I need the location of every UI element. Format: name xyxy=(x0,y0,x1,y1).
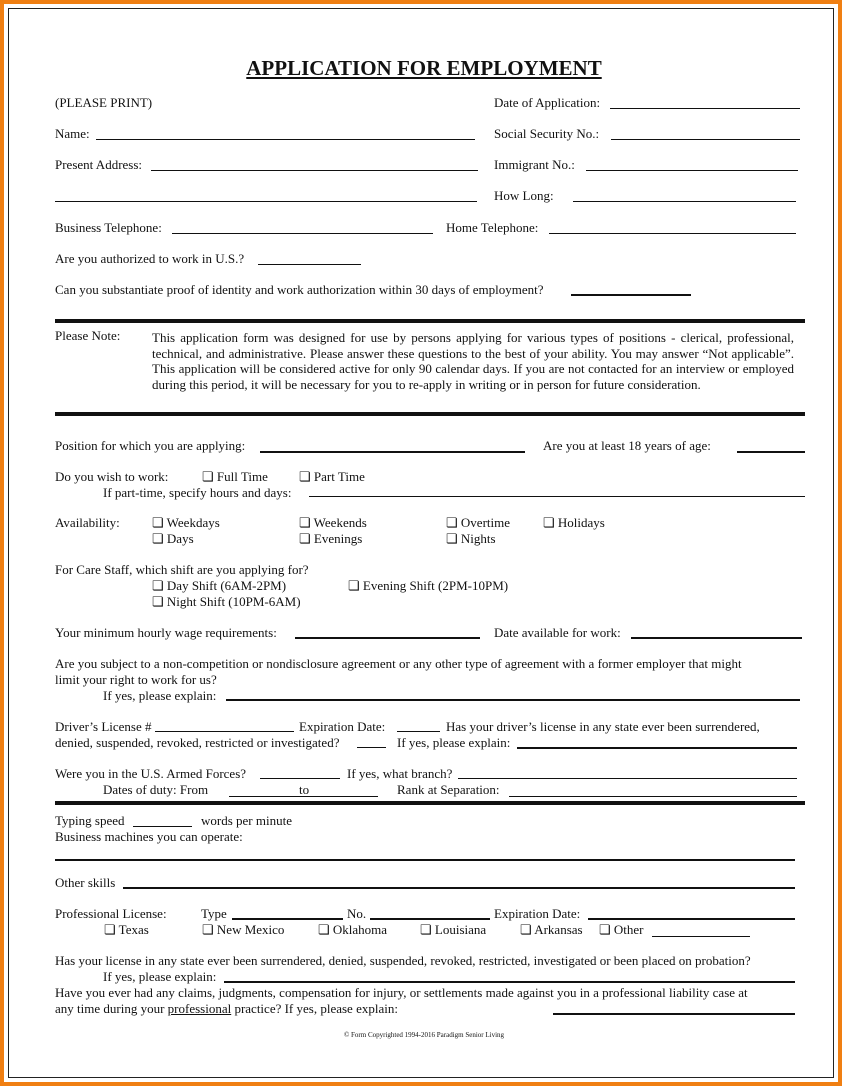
liability-explain-field[interactable] xyxy=(553,1013,795,1015)
position-label: Position for which you are applying: xyxy=(55,438,246,453)
wage-field[interactable] xyxy=(295,637,480,639)
option-label: Louisiana xyxy=(434,922,487,937)
checkbox-icon: ❏ xyxy=(599,922,611,937)
date-available-field[interactable] xyxy=(631,637,802,639)
liability-question-cont xyxy=(55,1001,398,1017)
option-label: Arkansas xyxy=(534,922,583,937)
noncompete-question-cont: limit your right to work for us? xyxy=(55,672,217,687)
checkbox-icon: ❏ xyxy=(299,531,311,546)
ssn-label: Social Security No.: xyxy=(494,126,600,141)
license-surrendered-question: Has your driver’s license in any state ever been surrendered, xyxy=(446,719,760,734)
age-field[interactable] xyxy=(737,451,805,453)
authorized-label: Are you authorized to work in U.S.? xyxy=(55,251,245,266)
other-state-field[interactable] xyxy=(652,936,750,937)
license-probation-question: Has your license in any state ever been surrendered, denied, suspended, revoked, restricted, investigated or been placed on probation? xyxy=(55,953,751,968)
texas-checkbox[interactable] xyxy=(104,922,149,938)
license-surrendered-question-cont: denied, suspended, revoked, restricted or investigated? xyxy=(55,735,340,750)
wage-label: Your minimum hourly wage requirements: xyxy=(55,625,277,640)
position-field[interactable] xyxy=(260,451,525,453)
copyright-notice: © Form Copyrighted 1994-2016 Paradigm Senior Living xyxy=(343,1031,505,1039)
option-label: Night Shift (10PM-6AM) xyxy=(166,594,301,609)
checkbox-icon: ❏ xyxy=(104,922,116,937)
form-title: APPLICATION FOR EMPLOYMENT xyxy=(246,56,602,80)
overtime-checkbox[interactable] xyxy=(446,515,510,531)
name-field[interactable] xyxy=(96,139,475,140)
license-surrendered-field[interactable] xyxy=(357,747,386,748)
note-label: Please Note: xyxy=(55,328,121,343)
wpm-label: words per minute xyxy=(201,813,292,828)
option-label: Days xyxy=(166,531,194,546)
date-available-label: Date available for work: xyxy=(494,625,621,640)
how-long-label: How Long: xyxy=(494,188,554,203)
checkbox-icon: ❏ xyxy=(152,515,164,530)
part-time-hours-label: If part-time, specify hours and days: xyxy=(103,485,292,500)
license-probation-explain-field[interactable] xyxy=(224,981,795,983)
license-no-field[interactable] xyxy=(370,918,490,920)
date-of-application-field[interactable] xyxy=(610,108,800,109)
name-label: Name: xyxy=(55,126,90,141)
age-label: Are you at least 18 years of age: xyxy=(543,438,711,453)
prof-license-expiration-label: Expiration Date: xyxy=(494,906,581,921)
business-telephone-label: Business Telephone: xyxy=(55,220,162,235)
day-shift-checkbox[interactable] xyxy=(152,578,286,594)
license-type-field[interactable] xyxy=(232,918,343,920)
armed-forces-field[interactable] xyxy=(260,778,340,779)
checkbox-icon: ❏ xyxy=(299,515,311,530)
weekdays-checkbox[interactable] xyxy=(152,515,220,531)
rank-label: Rank at Separation: xyxy=(397,782,500,797)
checkbox-icon: ❏ xyxy=(152,578,164,593)
immigrant-no-label: Immigrant No.: xyxy=(494,157,575,172)
option-label: Day Shift (6AM-2PM) xyxy=(166,578,287,593)
checkbox-icon: ❏ xyxy=(299,469,311,484)
checkbox-icon: ❏ xyxy=(543,515,555,530)
liability-text-underlined: professional xyxy=(167,1001,232,1016)
liability-text-pre: any time during your xyxy=(55,1001,168,1016)
checkbox-icon: ❏ xyxy=(202,922,214,937)
other-skills-label: Other skills xyxy=(55,875,116,890)
checkbox-icon: ❏ xyxy=(446,515,458,530)
option-label: Weekends xyxy=(313,515,367,530)
option-label: New Mexico xyxy=(216,922,285,937)
noncompete-explain-field[interactable] xyxy=(226,699,800,701)
checkbox-icon: ❏ xyxy=(152,594,164,609)
date-of-application-label: Date of Application: xyxy=(494,95,601,110)
new-mexico-checkbox[interactable] xyxy=(202,922,284,938)
prof-license-expiration-field[interactable] xyxy=(588,918,795,920)
option-label: Holidays xyxy=(557,515,605,530)
option-label: Overtime xyxy=(460,515,510,530)
availability-label: Availability: xyxy=(55,515,120,530)
part-time-checkbox[interactable] xyxy=(299,469,365,485)
license-type-label: Type xyxy=(201,906,227,921)
option-label: Other xyxy=(613,922,644,937)
holidays-checkbox[interactable] xyxy=(543,515,605,531)
license-expiration-field[interactable] xyxy=(397,731,440,732)
present-address-field[interactable] xyxy=(151,170,478,171)
checkbox-icon: ❏ xyxy=(202,469,214,484)
checkbox-icon: ❏ xyxy=(318,922,330,937)
checkbox-icon: ❏ xyxy=(420,922,432,937)
substantiate-label: Can you substantiate proof of identity and work authorization within 30 days of employment? xyxy=(55,282,544,297)
option-label: Evening Shift (2PM-10PM) xyxy=(362,578,509,593)
liability-question: Have you ever had any claims, judgments, compensation for injury, or settlements made against you in a professional liability case at xyxy=(55,985,748,1000)
liability-text-post: practice? If yes, please explain: xyxy=(231,1001,398,1016)
license-explain-field[interactable] xyxy=(517,747,797,749)
option-label: Texas xyxy=(118,922,149,937)
louisiana-checkbox[interactable] xyxy=(420,922,486,938)
substantiate-field[interactable] xyxy=(571,294,691,296)
days-checkbox[interactable] xyxy=(152,531,194,547)
checkbox-icon: ❏ xyxy=(348,578,360,593)
checkbox-icon: ❏ xyxy=(520,922,532,937)
immigrant-no-field[interactable] xyxy=(586,170,798,171)
option-label: Evenings xyxy=(313,531,363,546)
rank-field[interactable] xyxy=(509,796,797,797)
business-telephone-field[interactable] xyxy=(172,233,433,234)
home-telephone-field[interactable] xyxy=(549,233,796,234)
wish-to-work-label: Do you wish to work: xyxy=(55,469,169,484)
armed-forces-label: Were you in the U.S. Armed Forces? xyxy=(55,766,247,781)
nights-checkbox[interactable] xyxy=(446,531,496,547)
dates-of-duty-label: Dates of duty: From xyxy=(103,782,209,797)
professional-license-label: Professional License: xyxy=(55,906,167,921)
other-state-checkbox[interactable] xyxy=(599,922,644,938)
checkbox-icon: ❏ xyxy=(446,531,458,546)
weekends-checkbox[interactable] xyxy=(299,515,367,531)
note-text: This application form was designed for use by persons applying for various types of positions - clerical, professional, technical, and administrative. Please answer these questions to the best of your ability. You may answer “Not applicable”. This application will be considered active for only 90 calendar days. If you are not contacted for an interview or employed during this period, it will be necessary for you to re-apply in writing or in person for future consideration. xyxy=(152,330,794,392)
present-address-label: Present Address: xyxy=(55,157,143,172)
noncompete-question: Are you subject to a non-competition or nondisclosure agreement or any other type of agreement with a former employer that might xyxy=(55,656,742,671)
please-print-label: (PLEASE PRINT) xyxy=(55,95,153,110)
section-divider xyxy=(55,801,805,805)
dates-to-label: to xyxy=(299,782,310,797)
evenings-checkbox[interactable] xyxy=(299,531,362,547)
other-skills-field[interactable] xyxy=(123,887,795,889)
license-expiration-label: Expiration Date: xyxy=(299,719,386,734)
arkansas-checkbox[interactable] xyxy=(520,922,583,938)
part-time-hours-field[interactable] xyxy=(309,496,805,497)
business-machines-field[interactable] xyxy=(55,859,795,861)
authorized-field[interactable] xyxy=(258,264,361,265)
present-address-line2-field[interactable] xyxy=(55,201,477,202)
drivers-license-label: Driver’s License # xyxy=(55,719,152,734)
shift-label: For Care Staff, which shift are you applying for? xyxy=(55,562,309,577)
oklahoma-checkbox[interactable] xyxy=(318,922,387,938)
typing-speed-field[interactable] xyxy=(133,826,192,827)
license-explain-label: If yes, please explain: xyxy=(397,735,511,750)
section-divider xyxy=(55,319,805,323)
license-probation-explain-label: If yes, please explain: xyxy=(103,969,217,984)
how-long-field[interactable] xyxy=(573,201,796,202)
branch-field[interactable] xyxy=(458,778,797,779)
full-time-checkbox[interactable] xyxy=(202,469,268,485)
part-time-label: Part Time xyxy=(313,469,365,484)
option-label: Weekdays xyxy=(166,515,220,530)
noncompete-explain-label: If yes, please explain: xyxy=(103,688,217,703)
evening-shift-checkbox[interactable] xyxy=(348,578,508,594)
drivers-license-field[interactable] xyxy=(155,731,294,732)
home-telephone-label: Home Telephone: xyxy=(446,220,539,235)
option-label: Nights xyxy=(460,531,496,546)
typing-speed-label: Typing speed xyxy=(55,813,125,828)
business-machines-label: Business machines you can operate: xyxy=(55,829,243,844)
section-divider xyxy=(55,412,805,416)
checkbox-icon: ❏ xyxy=(152,531,164,546)
full-time-label: Full Time xyxy=(216,469,268,484)
option-label: Oklahoma xyxy=(332,922,388,937)
ssn-field[interactable] xyxy=(611,139,800,140)
license-no-label: No. xyxy=(347,906,367,921)
night-shift-checkbox[interactable] xyxy=(152,594,301,610)
branch-label: If yes, what branch? xyxy=(347,766,453,781)
